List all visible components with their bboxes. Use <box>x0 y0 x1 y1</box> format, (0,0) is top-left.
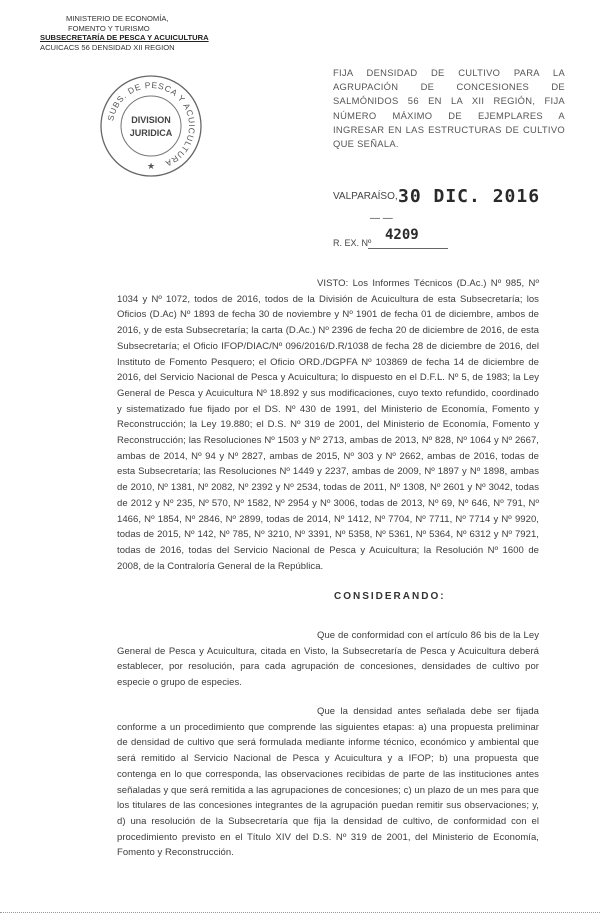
considerando-1-body: la Ley General de Pesca y Acuicultura, citada en Visto, la Subsecretaría de Pesca y Acuicultura deberá establecer, por resolución, para cada agrupación de concesiones, densidades de cultivo por especie o grupo de especies. <box>117 630 539 689</box>
visto-section <box>117 276 539 574</box>
resolution-number: 4209 <box>385 227 419 243</box>
visto-lead: VISTO: Los Informes Técnicos (D.Ac.) Nº 985, <box>317 278 525 289</box>
considerando-paragraph-1 <box>117 628 539 691</box>
date-stamp: 30 DIC. 2016 <box>398 186 541 207</box>
considerando-heading: CONSIDERANDO: <box>334 591 446 602</box>
considerando-2-lead: Que la densidad antes señalada debe ser <box>317 706 511 717</box>
ministry-line-1: MINISTERIO DE ECONOMÍA, <box>66 14 169 23</box>
place-label: VALPARAÍSO, <box>333 191 398 202</box>
stamp-ring-text: SUBS. DE PESCA Y ACUICULTURA <box>105 79 198 169</box>
star-icon: ★ <box>146 161 156 171</box>
considerando-2-body: fijada conforme a un procedimiento que comprende las siguientes etapas: a) una propuesta preliminar de densidad de cultivo que será formulada mediante informe técnico, económico y ambiental que será remitido al Servicio Nacional de Pesca y Acuicultura y a IFOP; b) una propuesta que contenga en lo que corresponda, las observaciones recibidas de parte de las instituciones antes señaladas y que será remitida a las agrupaciones de concesiones; c) un plazo de un mes para que los titulares de las concesiones integrantes de la agrupación puedan remitir sus observaciones; y, d) una resolución de la Subsecretaría que fija la densidad de cultivo, de conformidad con el procedimiento previsto en el Título XIV del D.S. Nº 319 de 2001, del Ministerio de Economía, Fomento y Reconstrucción. <box>117 706 539 859</box>
resolution-number-line <box>368 248 448 249</box>
considerando-1-lead: Que de conformidad con el artículo 86 bis de <box>317 630 511 641</box>
subsecretaria-line: SUBSECRETARÍA DE PESCA Y ACUICULTURA <box>40 33 209 43</box>
resolution-summary: FIJA DENSIDAD DE CULTIVO PARA LA AGRUPACIÓN DE CONCESIONES DE SALMÓNIDOS 56 EN LA XII REGIÓN, FIJA NÚMERO MÁXIMO DE EJEMPLARES A INGRESAR EN LAS ESTRUCTURAS DE CULTIVO QUE SEÑALA. <box>333 67 565 150</box>
page-bottom-edge <box>0 912 600 913</box>
division-juridica-stamp <box>95 70 207 182</box>
ministry-header <box>40 14 209 52</box>
stamp-line-2: JURIDICA <box>129 128 173 138</box>
file-reference: ACUICACS 56 DENSIDAD XII REGION <box>40 42 175 52</box>
visto-body: Nº 1034 y Nº 1072, todos de 2016, todos de la División de Acuicultura de esta Subsecretaría; los Oficios (D.Ac) Nº 1893 de fecha 30 de noviembre y Nº 1901 de fecha 01 de diciembre, ambos de 2016, y de esta Subsecretaría; la carta (D.Ac.) Nº 2396 de fecha 20 de diciembre de 2016, de esta Subsecretaría; el Oficio IFOP/DIAC/Nº 096/2016/D.R/1038 de fecha 28 de diciembre de 2016, del Instituto de Fomento Pesquero; el Oficio ORD./DGPFA Nº 103869 de fecha 14 de diciembre de 2016, del Servicio Nacional de Pesca y Acuicultura; lo dispuesto en el D.F.L. Nº 5, de 1983; la Ley General de Pesca y Acuicultura Nº 18.892 y sus modificaciones, cuyo texto refundido, coordinado y sistematizado fue fijado por el DS. Nº 430 de 1991, del Ministerio de Economía, Fomento y Reconstrucción; la Ley 19.880; el D.S. Nº 319 de 2001, del Ministerio de Economía, Fomento y Reconstrucción; las Resoluciones Nº 1503 y Nº 2713, ambas de 2013, Nº 828, Nº 1064 y Nº 2667, ambas de 2014, Nº 94 y Nº 2827, ambas de 2015, Nº 303 y Nº 2662, ambas de 2016, todas de esta Subsecretaría; las Resoluciones Nº 1449 y 2237, ambas de 2009, Nº 1897 y Nº 1898, ambas de 2010, Nº 1381, Nº 2082, Nº 2392 y Nº 2534, todas de 2011, Nº 1308, Nº 2601 y Nº 3042, todas de 2012 y Nº 235, Nº 570, Nº 1582, Nº 2954 y Nº 3006, todas de 2013, Nº 69, Nº 646, Nº 791, Nº 1466, Nº 1854, Nº 2846, Nº 2899, todas de 2014, Nº 1412, Nº 7704, Nº 7711, Nº 7714 y Nº 9920, todas de 2015, Nº 142, Nº 785, Nº 3210, Nº 3391, Nº 5358, Nº 5361, Nº 5364, Nº 6312 y Nº 7921, todas de 2016, todas del Servicio Nacional de Pesca y Acuicultura; la Resolución Nº 1600 de 2008, de la Contraloría General de la República. <box>117 278 539 572</box>
resolution-label: R. EX. Nº <box>333 238 372 248</box>
considerando-paragraph-2 <box>117 704 539 861</box>
stamp-seal-graphic <box>95 70 207 182</box>
ministry-line-2: FOMENTO Y TURISMO <box>68 23 150 33</box>
handwritten-dashes: — — <box>370 213 393 224</box>
stamp-line-1: DIVISION <box>131 115 171 125</box>
